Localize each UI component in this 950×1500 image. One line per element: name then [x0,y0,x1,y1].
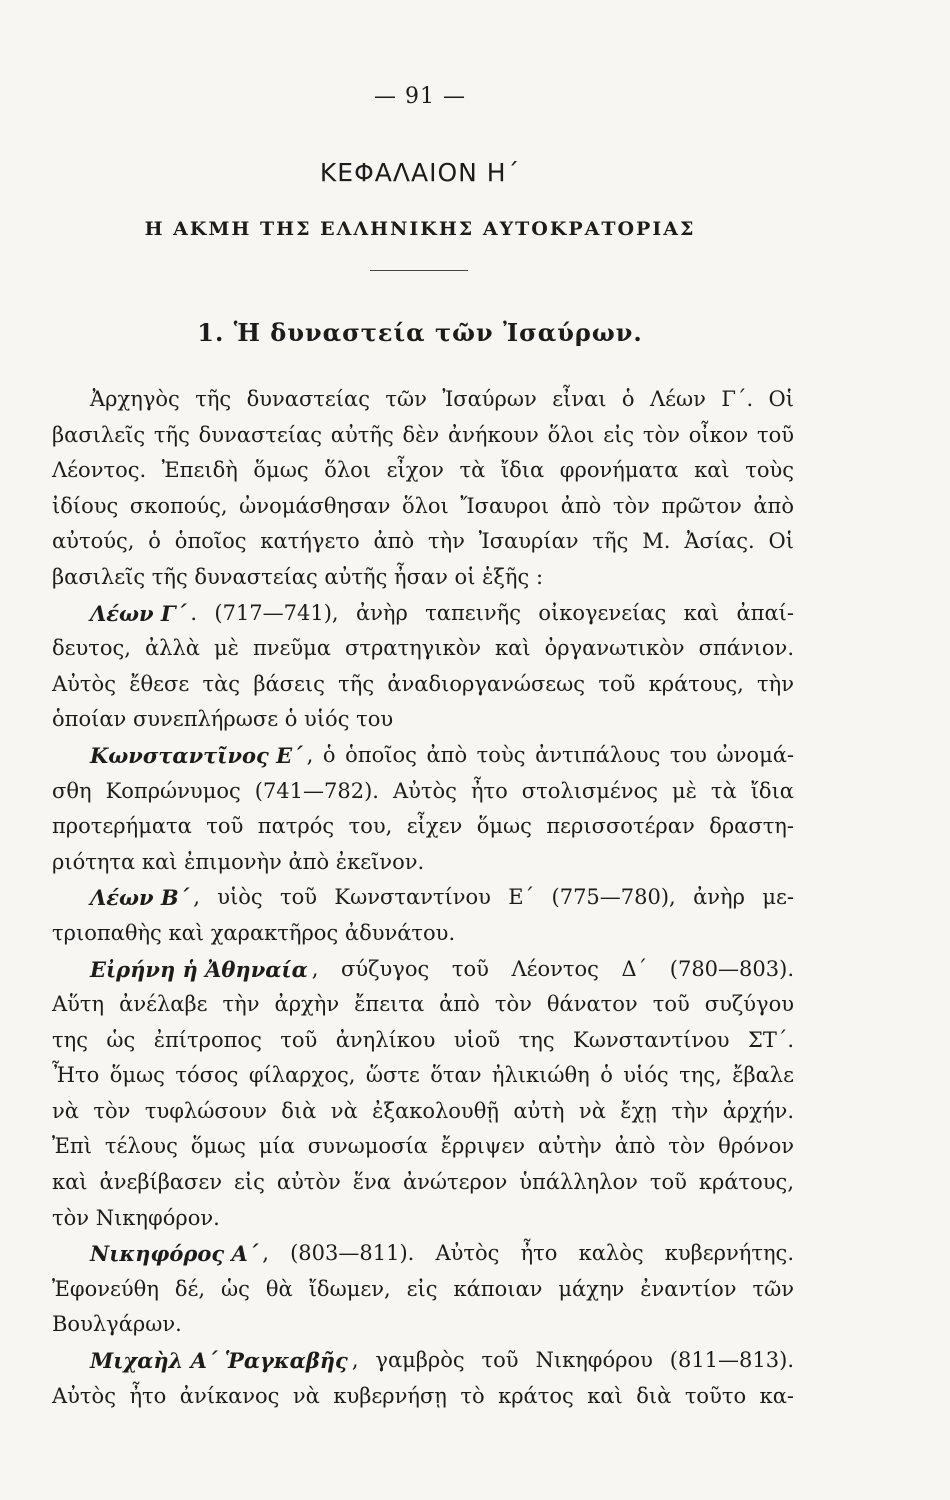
divider-rule [370,270,468,271]
ruler-name: Λέων Β΄ [90,885,190,911]
text-line [52,916,794,952]
text-line [52,1379,794,1415]
text-line [52,809,794,845]
text-line [52,1272,794,1308]
line-text: Βουλγάρων. [52,1312,182,1337]
line-text: σθη Κοπρώνυμος (741—782). Αὐτὸς ἦτο στολισμένος μὲ τὰ ἴδια [52,778,794,803]
ruler-name: Εἰρήνη ἡ Ἀθηναία [90,956,308,982]
body-text [52,382,794,1414]
line-text: Ἐπὶ τέλους ὅμως μία συνωμοσία ἔρριψεν αὐτὴν ἀπὸ τὸν θρόνον [52,1134,794,1159]
text-line [52,1023,794,1059]
ruler-name: Λέων Γ΄ [90,600,187,626]
line-text: ριότητα καὶ ἐπιμονὴν ἀπὸ ἐκεῖνον. [52,849,425,874]
line-text: , σύζυγος τοῦ Λέοντος Δ΄ (780—803). [311,956,794,981]
line-text: αὐτούς, ὁ ὁποῖος κατήγετο ἀπὸ τὴν Ἰσαυρίαν τῆς Μ. Ἀσίας. Οἱ [52,529,794,554]
text-line [52,667,794,703]
text-line [52,631,794,667]
text-line [52,382,794,418]
chapter-subtitle: Η ΑΚΜΗ ΤΗΣ ΕΛΛΗΝΙΚΗΣ ΑΥΤΟΚΡΑΤΟΡΙΑΣ [144,218,696,240]
line-text: , (803—811). Αὐτὸς ἦτο καλὸς κυβερνήτης. [262,1241,794,1266]
line-text: ἰδίους σκοπούς, ὠνομάσθησαν ὅλοι Ἴσαυροι ἀπὸ τὸν πρῶτον ἀπὸ [52,493,794,518]
text-line [52,489,794,525]
line-text: τριοπαθὴς καὶ χαρακτῆρος ἀδυνάτου. [52,920,456,945]
ruler-name: Μιχαὴλ Α΄ Ῥαγκαβῆς [90,1348,348,1374]
line-text: , γαμβρὸς τοῦ Νικηφόρου (811—813). [351,1348,794,1373]
text-line [52,987,794,1023]
line-text: Αὕτη ἀνέλαβε τὴν ἀρχὴν ἔπειτα ἀπὸ τὸν θάνατον τοῦ συζύγου [52,992,794,1017]
text-line [52,1343,794,1379]
line-text: καὶ ἀνεβίβασεν εἰς αὐτὸν ἕνα ἀνώτερον ὑπάλληλον τοῦ κράτους, [52,1170,794,1195]
text-line [52,880,794,916]
line-text: . (717—741), ἀνὴρ ταπεινῆς οἰκογενείας καὶ ἀπαί- [190,600,794,625]
line-text: της ὡς ἐπίτροπος τοῦ ἀνηλίκου υἱοῦ της Κωνσταντίνου ΣΤ΄. [52,1027,794,1052]
line-text: βασιλεῖς τῆς δυναστείας αὐτῆς δὲν ἀνήκουν ὅλοι εἰς τὸν οἶκον τοῦ [52,422,794,447]
text-line [52,418,794,454]
chapter-title: ΚΕΦΑΛΑΙΟΝ Η΄ [319,158,521,187]
text-line [52,524,794,560]
line-text: δευτος, ἀλλὰ μὲ πνεῦμα στρατηγικὸν καὶ ὀργανωτικὸν σπάνιον. [52,636,794,661]
line-text: , υἱὸς τοῦ Κωνσταντίνου Ε΄ (775—780), ἀνὴρ με- [193,885,794,910]
text-line [52,1236,794,1272]
text-line [52,1129,794,1165]
text-line [52,596,794,632]
line-text: νὰ τὸν τυφλώσουν διὰ νὰ ἐξακολουθῇ αὐτὴ νὰ ἔχῃ τὴν ἀρχήν. [52,1098,794,1123]
ruler-name: Κωνσταντῖνος Ε΄ [90,742,303,768]
ruler-name: Νικηφόρος Α΄ [90,1241,259,1267]
page-number: — 91 — [374,84,466,109]
text-line [52,453,794,489]
line-text: προτερήματα τοῦ πατρός του, εἶχεν ὅμως περισσοτέραν δραστη- [52,814,794,839]
line-text: βασιλεῖς τῆς δυναστείας αὐτῆς ἦσαν οἱ ἑξῆς : [52,564,544,589]
line-text: Ἦτο ὅμως τόσος φίλαρχος, ὥστε ὅταν ἠλικιώθη ὁ υἱός της, ἔβαλε [52,1063,794,1088]
section-heading: 1. Ἡ δυναστεία τῶν Ἰσαύρων. [197,318,643,347]
text-line [52,1165,794,1201]
line-text: Ἀρχηγὸς τῆς δυναστείας τῶν Ἰσαύρων εἶναι ὁ Λέων Γ΄. Οἱ [90,387,794,411]
text-line [52,738,794,774]
text-line [52,952,794,988]
line-text: Αὐτὸς ἦτο ἀνίκανος νὰ κυβερνήσῃ τὸ κράτος καὶ διὰ τοῦτο κα- [52,1383,794,1408]
line-text: τὸν Νικηφόρον. [52,1205,220,1230]
text-line [52,1201,794,1237]
text-line [52,560,794,596]
text-line [52,1307,794,1343]
text-line [52,702,794,738]
line-text: Λέοντος. Ἐπειδὴ ὅμως ὅλοι εἶχον τὰ ἴδια φρονήματα καὶ τοὺς [52,458,794,483]
text-line [52,774,794,810]
text-line [52,1094,794,1130]
line-text: ὁποίαν συνεπλήρωσε ὁ υἱός του [52,707,394,732]
line-text: , ὁ ὁποῖος ἀπὸ τοὺς ἀντιπάλους του ὠνομά- [306,742,794,767]
text-line [52,1058,794,1094]
line-text: Αὐτὸς ἔθεσε τὰς βάσεις τῆς ἀναδιοργανώσεως τοῦ κράτους, τὴν [52,671,794,696]
text-line [52,845,794,881]
line-text: Ἐφονεύθη δέ, ὡς θὰ ἴδωμεν, εἰς κάποιαν μάχην ἐναντίον τῶν [52,1276,794,1301]
